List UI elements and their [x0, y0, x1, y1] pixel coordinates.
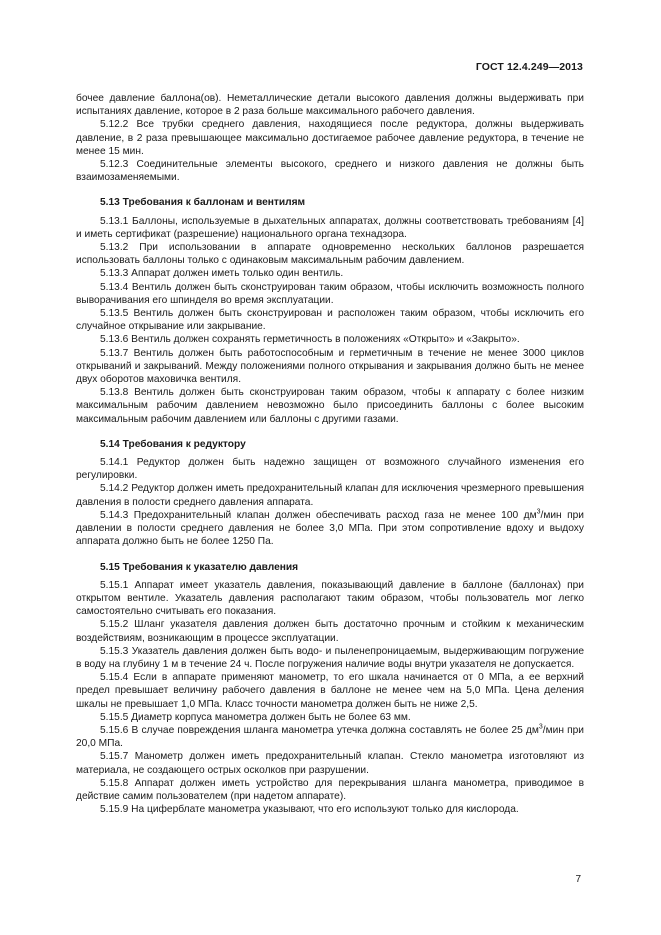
- paragraph: 5.13.1 Баллоны, используемые в дыхательных аппаратах, должны соответствовать требованиям [4] и иметь сертификат (разрешение) национального органа технадзора.: [76, 215, 584, 240]
- paragraph: 5.13.8 Вентиль должен быть сконструирован таким образом, чтобы к аппарату с более низким максимальным рабочим давлением невозможно было присоединить баллоны с более высоким максимальным рабочим давлением или баллоны с другими газами.: [76, 387, 584, 425]
- paragraph: 5.13.5 Вентиль должен быть сконструирован и расположен таким образом, чтобы исключить его случайное открывание или закрывание.: [76, 308, 584, 333]
- paragraph-text: /мин при давлении в полости среднего давления не более 3,0 МПа. При этом сопротивление вдоху и выдоху аппарата должно быть не более 1250 Па.: [76, 509, 584, 548]
- paragraph: 5.15.5 Диаметр корпуса манометра должен быть не более 63 мм.: [100, 711, 411, 723]
- paragraph: 5.15.9 На циферблате манометра указывают, что его используют только для кислорода.: [100, 804, 519, 816]
- paragraph: 5.15.3 Указатель давления должен быть водо- и пыленепроницаемым, выдерживающим погружение в воду на глубину 1 м в течение 24 ч. После погружения наличие воды внутри указателя не допускается.: [76, 645, 584, 670]
- paragraph: 5.15.1 Аппарат имеет указатель давления, показывающий давление в баллоне (баллонах) при открытом вентиле. Указатель давления располагают таким образом, чтобы пользователь мог легко самостоятельно считывать его показания.: [76, 579, 584, 618]
- paragraph: 5.12.2 Все трубки среднего давления, находящиеся после редуктора, должны выдерживать давление, в 2 раза превышающее максимально достигаемое рабочее давление редуктора, в течение не менее 15 мин.: [76, 119, 584, 157]
- superscript: 3: [536, 508, 541, 516]
- paragraph: 5.13.3 Аппарат должен иметь только один вентиль.: [100, 268, 344, 280]
- section-heading-5-13: 5.13 Требования к баллонам и вентилям: [100, 197, 306, 209]
- paragraph-text: 5.15.6 В случае повреждения шланга манометра утечка должна составлять не более 25 дм: [100, 724, 539, 736]
- paragraph: 5.14.2 Редуктор должен иметь предохранительный клапан для исключения чрезмерного превышения давления в полости среднего давления аппарата.: [76, 483, 584, 508]
- document-header: ГОСТ 12.4.249—2013: [475, 61, 583, 73]
- paragraph: 5.12.3 Соединительные элементы высокого, среднего и низкого давления не должны быть взаимозаменяемыми.: [76, 159, 584, 184]
- paragraph-text: 5.14.3 Предохранительный клапан должен обеспечивать расход газа не менее 100 дм: [100, 509, 537, 521]
- paragraph: 5.15.2 Шланг указателя давления должен быть достаточно прочным и стойким к механическим воздействиям, возникающим в процессе эксплуатации.: [76, 619, 584, 644]
- section-heading-5-14: 5.14 Требования к редуктору: [100, 438, 246, 450]
- superscript: 3: [538, 723, 543, 731]
- paragraph: бочее давление баллона(ов). Неметаллические детали высокого давления должны выдерживать при испытаниях давление, которое в 2 раза больше максимального рабочего давления.: [76, 93, 584, 118]
- paragraph: 5.15.4 Если в аппарате применяют манометр, то его шкала начинается от 0 МПа, а ее верхний предел превышает величину рабочего давления в баллоне не менее чем на 5,0 МПа. Цена деления шкалы не превышает 1,0 МПа. Класс точности манометра должен быть не ниже 2,5.: [76, 672, 584, 710]
- paragraph: 5.13.2 При использовании в аппарате одновременно нескольких баллонов разрешается использовать баллоны только с одинаковым максимальным рабочим давлением.: [76, 242, 584, 267]
- paragraph: 5.15.7 Манометр должен иметь предохранительный клапан. Стекло манометра изготовляют из материала, не создающего острых осколков при разрушении.: [76, 751, 584, 776]
- paragraph: [76, 724, 584, 750]
- paragraph: 5.13.6 Вентиль должен сохранять герметичность в положениях «Открыто» и «Закрыто».: [100, 334, 520, 346]
- section-heading-5-15: 5.15 Требования к указателю давления: [100, 561, 299, 573]
- paragraph: 5.14.1 Редуктор должен быть надежно защищен от возможного случайного изменения его регулировки.: [76, 457, 584, 482]
- paragraph: 5.13.4 Вентиль должен быть сконструирован таким образом, чтобы исключить возможность полного выворачивания его шпинделя во время эксплуатации.: [76, 281, 584, 306]
- paragraph: 5.13.7 Вентиль должен быть работоспособным и герметичным в течение не менее 3000 циклов открываний и закрываний. Между положениями полного открывания и закрывания должно быть не менее двух оборотов маховичка вентиля.: [76, 347, 584, 386]
- paragraph-text: /мин при 20,0 МПа.: [76, 724, 584, 750]
- paragraph: [76, 509, 584, 549]
- paragraph: 5.15.8 Аппарат должен иметь устройство для перекрывания шланга манометра, приводимое в действие самим пользователем (при надетом аппарате).: [76, 777, 584, 802]
- page-number: 7: [575, 874, 581, 885]
- document-body: [76, 92, 584, 816]
